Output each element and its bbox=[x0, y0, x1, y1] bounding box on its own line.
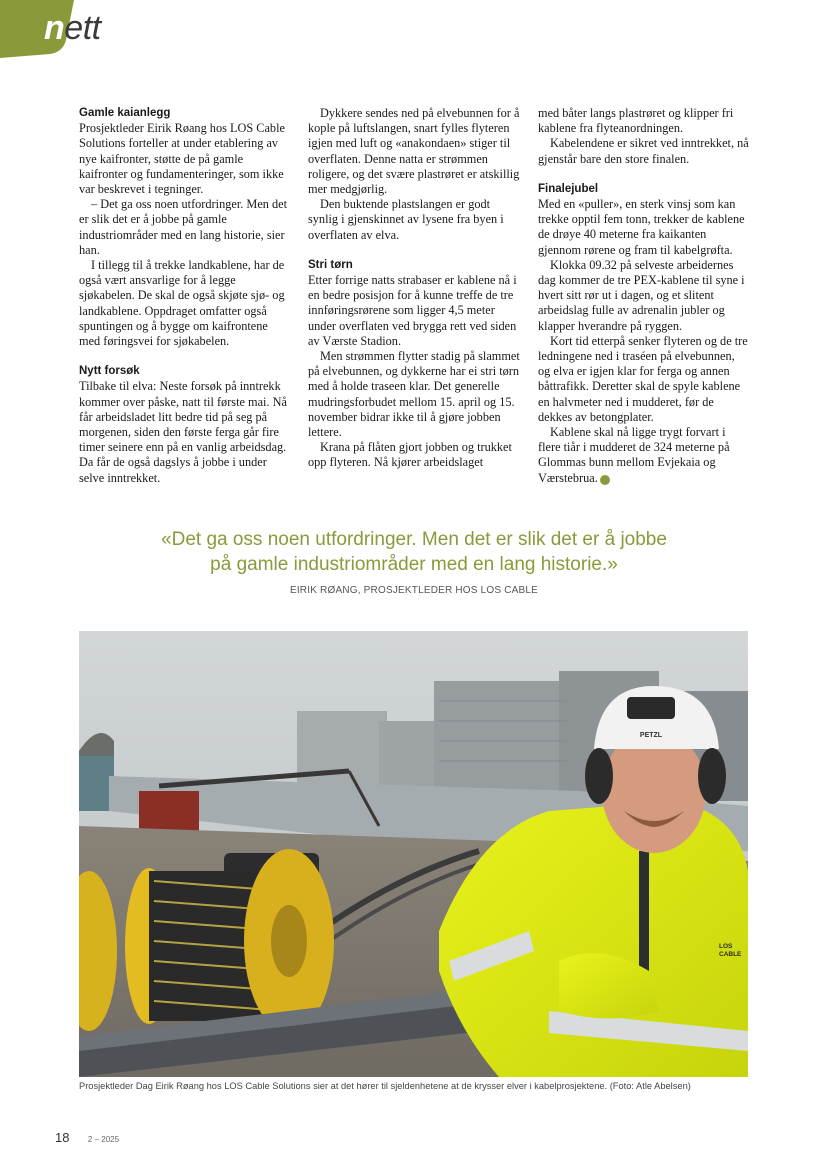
paragraph: Etter forrige natts strabaser er kablene nå i en bedre posisjon for å kunne treffe de tre innføringsrørene som ligger 4,5 meter under overflaten ved brygga rett ved siden av Værste Stadion. bbox=[308, 273, 517, 348]
subheading: Finalejubel bbox=[538, 182, 599, 195]
paragraph: Kort tid etterpå senker flyteren og de tre ledningene ned i traséen på elvebunnen, og elva er igjen klar for ferga og annen båttrafikk. Deretter skal de spyle kablene en halvmeter ned i mudderet, før de dekkes av betongplater. bbox=[538, 333, 748, 424]
jacket-logo: LOS CABLE bbox=[719, 943, 742, 958]
paragraph: Krana på flåten gjort jobben og trukket opp flyteren. Nå kjører arbeidslaget bbox=[308, 440, 512, 470]
paragraph: Tilbake til elva: Neste forsøk på inntrekk kommer over påske, natt til første mai. Nå får arbeidsladet litt bedre tid på seg på morgenen, siden den første ferga går fire timer seinere enn på en vanlig arbeidsdag. Da får de også dagslys å jobbe i under selve inntrekket. bbox=[79, 379, 287, 485]
issue-label: 2 – 2025 bbox=[87, 1135, 120, 1144]
paragraph: Den buktende plastslangen er godt synlig i gjenskinnet av lysene fra byen i overflaten av elva. bbox=[308, 197, 504, 242]
paragraph: I tillegg til å trekke landkablene, har de også vært ansvarlige for å legge sjøkabelen. De skal de også skjøte sjø- og landkablene. Oppdraget omfatter også spuntingen og å bygge om kaifrontene med føringsvei for sjøkabelen. bbox=[79, 258, 285, 349]
subheading: Stri tørn bbox=[308, 258, 353, 271]
pull-quote-line: på gamle industriområder med en lang historie.» bbox=[210, 554, 618, 575]
column-3 bbox=[538, 106, 750, 486]
subheading: Nytt forsøk bbox=[79, 365, 140, 378]
paragraph: Med en «puller», en sterk vinsj som kan trekke opptil fem tonn, trekker de kablene de drøye 40 meterne fra kaikanten gjennom rørene og fram til kabelgrøfta. bbox=[538, 197, 745, 257]
page-number: 18 bbox=[55, 1130, 70, 1145]
pull-quote bbox=[79, 527, 749, 577]
article-body bbox=[79, 106, 749, 485]
subheading: Gamle kaianlegg bbox=[79, 107, 171, 119]
column-2 bbox=[308, 106, 520, 471]
paragraph: Kabelendene er sikret ved inntrekket, nå gjenstår bare den store finalen. bbox=[538, 136, 749, 166]
paragraph: Klokka 09.32 på selveste arbeidernes dag kommer de tre PEX-kablene til syne i hvert sitt rør ut i dagen, og et slitent arbeidslag fulle av adrenalin jubler og klapper hverandre på ryggen. bbox=[538, 257, 745, 333]
paragraph: Kablene skal nå ligge trygt forvart i flere tiår i mudderet de 324 meterne på Glommas bunn mellom Evjekaia og Værstebrua. e bbox=[538, 425, 730, 485]
pull-quote-author: EIRIK RØANG, PROSJEKTLEDER HOS LOS CABLE bbox=[289, 585, 539, 596]
paragraph: – Det ga oss noen utfordringer. Men det er slik det er å jobbe på gamle industriområder med en lang historie, sier han. bbox=[79, 197, 288, 257]
brand-tab bbox=[0, 0, 120, 58]
paragraph: Prosjektleder Eirik Røang hos LOS Cable Solutions forteller at under etablering av nye kaifronter, støtte de på gamle kaifronter og fundamenteringer, som ikke var beskrevet i tegninger. bbox=[79, 121, 285, 197]
paragraph: Dykkere sendes ned på elvebunnen for å kople på luftslangen, snart fylles flyteren igjen med luft og «anakondaen» stiger til overflaten. Denne natta er strømmen roligere, og det svære plastrøret er atskillig mer medgjørlig. bbox=[308, 106, 520, 197]
end-of-article-icon: e bbox=[600, 475, 610, 485]
article-photo bbox=[79, 631, 748, 1077]
photo-illustration bbox=[79, 631, 748, 1077]
helmet-brand-label: PETZL bbox=[639, 732, 663, 739]
photo-caption: Prosjektleder Dag Eirik Røang hos LOS Cable Solutions sier at det hører til sjeldenhetene at de krysser elver i kabelprosjektene. (Foto: Atle Abelsen) bbox=[79, 1081, 691, 1091]
column-1 bbox=[79, 106, 291, 486]
pull-quote-line: «Det ga oss noen utfordringer. Men det er slik det er å jobbe bbox=[161, 529, 667, 550]
magazine-logo: nett bbox=[44, 9, 101, 47]
paragraph: Men strømmen flytter stadig på slammet på elvebunnen, og dykkerne har ei stri tørn med å holde traseen klar. Det generelle mudringsforbudet mellom 15. april og 15. november bidrar ikke til å gjøre jobben lettere. bbox=[308, 349, 520, 440]
page-footer bbox=[55, 1129, 119, 1147]
paragraph: med båter langs plastrøret og klipper fri kablene fra flyteanordningen. bbox=[538, 106, 734, 136]
